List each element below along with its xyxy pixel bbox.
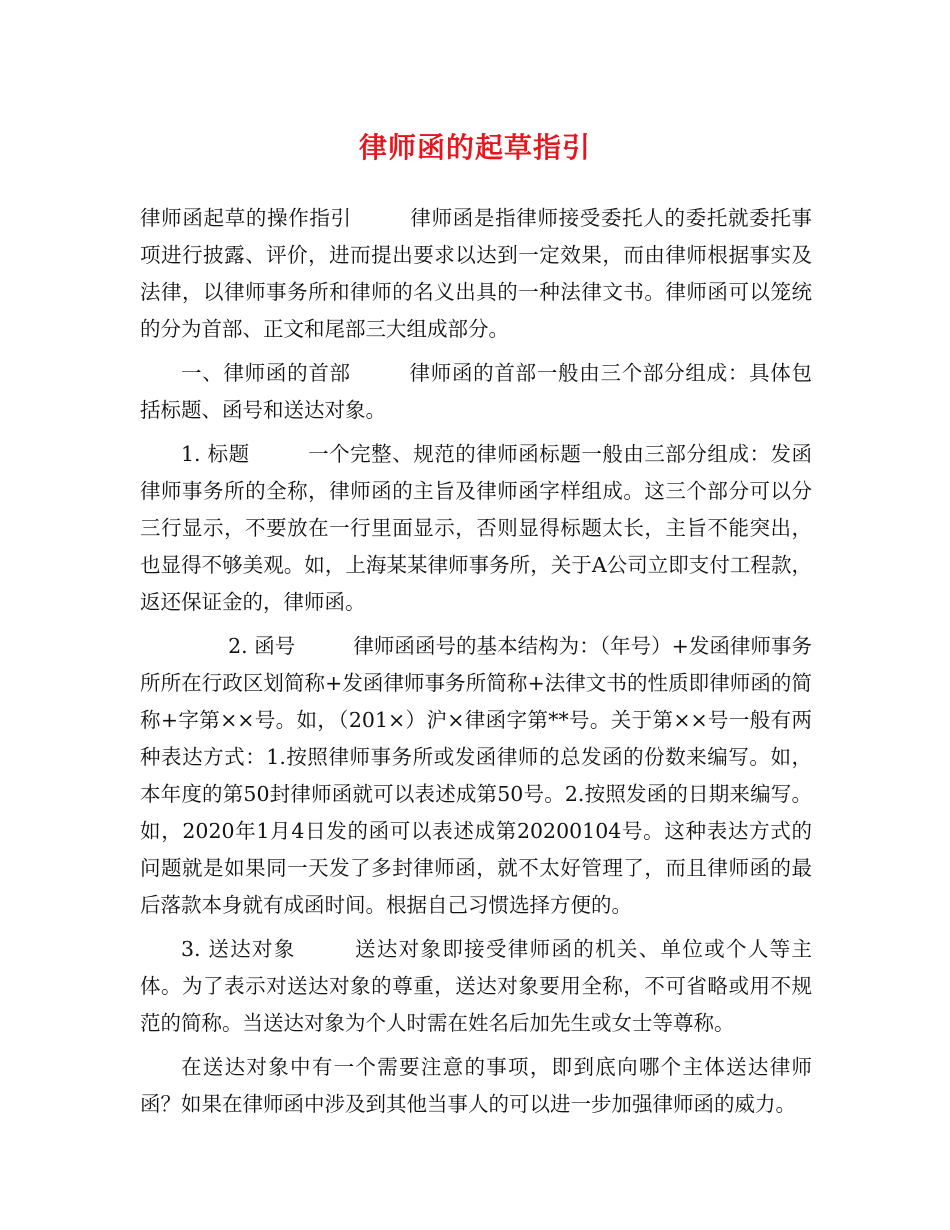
- document-title: 律师函的起草指引: [358, 131, 591, 164]
- paragraph-number-section: [140, 628, 812, 924]
- document-body: [140, 200, 812, 1130]
- paragraph-text: 律师函的首部一般由三个部分组成：具体包括标题、函号和送达对象。: [140, 361, 813, 422]
- paragraph-text: 送达对象即接受律师函的机关、单位或个人等主体。为了表示对送达对象的尊重，送达对象要用全称，不可省略或用不规范的简称。当送达对象为个人时需在姓名后加先生或女士等尊称。: [140, 937, 813, 1035]
- paragraph-title-section: [140, 436, 812, 621]
- paragraph-lead: 3. 送达对象: [181, 937, 296, 961]
- paragraph-lead: 律师函起草的操作指引: [140, 206, 352, 230]
- paragraph-recipient-note: [140, 1049, 812, 1123]
- paragraph-text: 律师函函号的基本结构为：（年号）+发函律师事务所所在行政区划简称+发函律师事务所简称+法律文书的性质即律师函的简称+字第××号。如，（201×）沪×律函字第**号。关于第××号一般有两种表达方式：1.按照律师事务所或发函律师的总发函的份数来编写。如，本年度的第50封律师函就可以表述成第50号。2.按照发函的日期来编写。如，2020年1月4日发的函可以表述成第20200104号。这种表达方式的问题就是如果同一天发了多封律师函，就不太好管理了，而且律师函的最后落款本身就有成函时间。根据自己习惯选择方便的。: [140, 634, 812, 917]
- paragraph-intro: [140, 200, 812, 348]
- paragraph-lead: 2. 函号: [228, 634, 296, 658]
- paragraph-lead: 1. 标题: [181, 442, 250, 466]
- paragraph-text: 一个完整、规范的律师函标题一般由三部分组成：发函律师事务所的全称，律师函的主旨及律师函字样组成。这三个部分可以分三行显示，不要放在一行里面显示，否则显得标题太长，主旨不能突出，也显得不够美观。如，上海某某律师事务所，关于A公司立即支付工程款，返还保证金的，律师函。: [140, 442, 812, 614]
- paragraph-text: 律师函是指律师接受委托人的委托就委托事项进行披露、评价，进而提出要求以达到一定效果，而由律师根据事实及法律，以律师事务所和律师的名义出具的一种法律文书。律师函可以笼统的分为首部、正文和尾部三大组成部分。: [140, 206, 813, 341]
- paragraph-recipient-section: [140, 931, 812, 1042]
- paragraph-text: 在送达对象中有一个需要注意的事项，即到底向哪个主体送达律师函？如果在律师函中涉及到其他当事人的可以进一步加强律师函的威力。: [140, 1055, 812, 1116]
- paragraph-lead: 一、律师函的首部: [181, 361, 351, 385]
- paragraph-header-section: [140, 355, 812, 429]
